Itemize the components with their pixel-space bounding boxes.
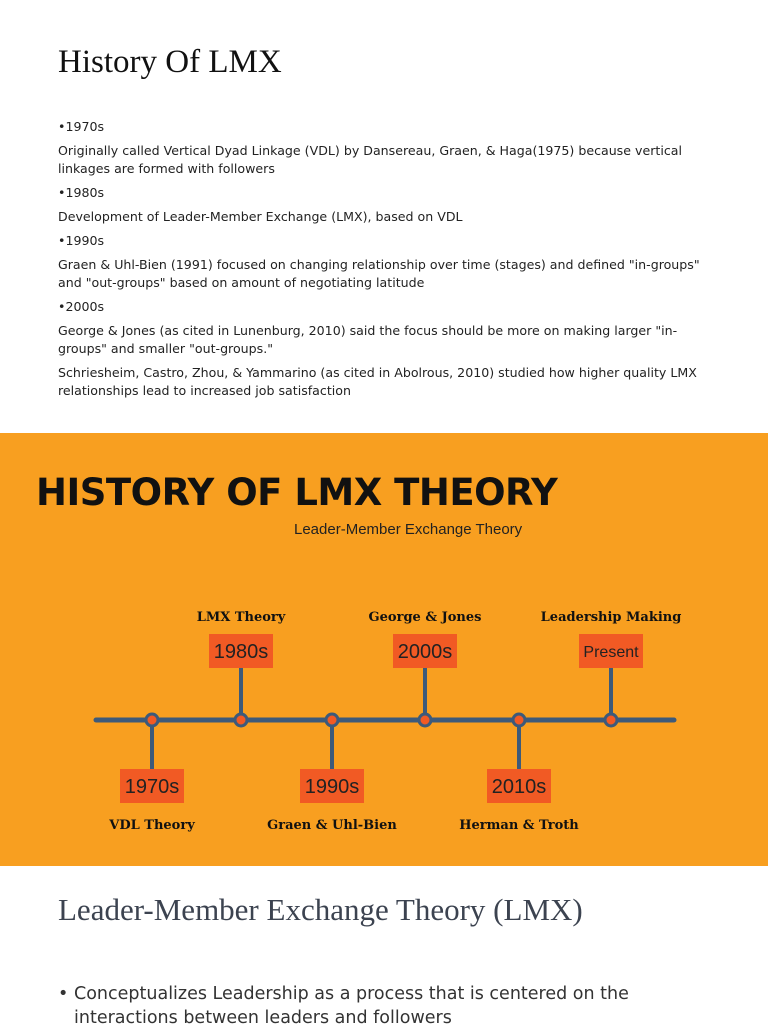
decade-heading: • 2000s xyxy=(58,298,718,316)
year-label: Present xyxy=(583,644,639,661)
timeline-node xyxy=(146,714,158,726)
timeline-node xyxy=(419,714,431,726)
year-label: 2000s xyxy=(397,641,453,663)
slide2-title: HISTORY OF LMX THEORY xyxy=(36,471,558,514)
slide3-bullet-text: Conceptualizes Leadership as a process that is centered on the interactions between leaders and followers xyxy=(74,984,629,1028)
slide-history-of-lmx xyxy=(0,0,768,433)
bullet-dot: • xyxy=(58,984,69,1004)
era-name-label: LMX Theory xyxy=(196,610,286,625)
era-name-label: George & Jones xyxy=(368,610,482,625)
slide3-title: Leader-Member Exchange Theory (LMX) xyxy=(58,892,583,927)
slide2-subtitle: Leader-Member Exchange Theory xyxy=(294,521,523,538)
era-name-label: Leadership Making xyxy=(540,610,682,625)
decade-heading: • 1970s xyxy=(58,118,718,136)
slide1-bullet-list xyxy=(58,118,718,406)
era-name-label: VDL Theory xyxy=(109,818,195,833)
timeline-node xyxy=(513,714,525,726)
decade-heading: • 1980s xyxy=(58,184,718,202)
slide-lmx-timeline xyxy=(0,433,768,866)
year-label: 1990s xyxy=(304,776,360,798)
history-item: Development of Leader-Member Exchange (LMX), based on VDL xyxy=(58,209,463,224)
decade-heading: • 1990s xyxy=(58,232,718,250)
slide1-title: History Of LMX xyxy=(58,44,282,80)
slide-lmx-definition xyxy=(0,866,768,1028)
year-label: 1980s xyxy=(213,641,269,663)
history-item: Graen & Uhl-Bien (1991) focused on changing relationship over time (stages) and defined "in-groups" and "out-groups" based on amount of negotiating latitude xyxy=(58,257,700,290)
year-label: 2010s xyxy=(491,776,547,798)
era-name-label: Graen & Uhl-Bien xyxy=(267,818,397,833)
era-name-label: Herman & Troth xyxy=(459,818,579,833)
timeline-diagram xyxy=(0,433,768,866)
timeline-node xyxy=(605,714,617,726)
history-item: Schriesheim, Castro, Zhou, & Yammarino (as cited in Abolrous, 2010) studied how higher quality LMX relationships lead to increased job satisfaction xyxy=(58,365,697,398)
slide3-bullet xyxy=(58,982,698,1030)
timeline-node xyxy=(235,714,247,726)
timeline-node xyxy=(326,714,338,726)
year-label: 1970s xyxy=(124,776,180,798)
history-item: George & Jones (as cited in Lunenburg, 2010) said the focus should be more on making larger "in-groups" and smaller "out-groups." xyxy=(58,323,678,356)
history-item: Originally called Vertical Dyad Linkage (VDL) by Dansereau, Graen, & Haga(1975) because vertical linkages are formed with followers xyxy=(58,143,682,176)
